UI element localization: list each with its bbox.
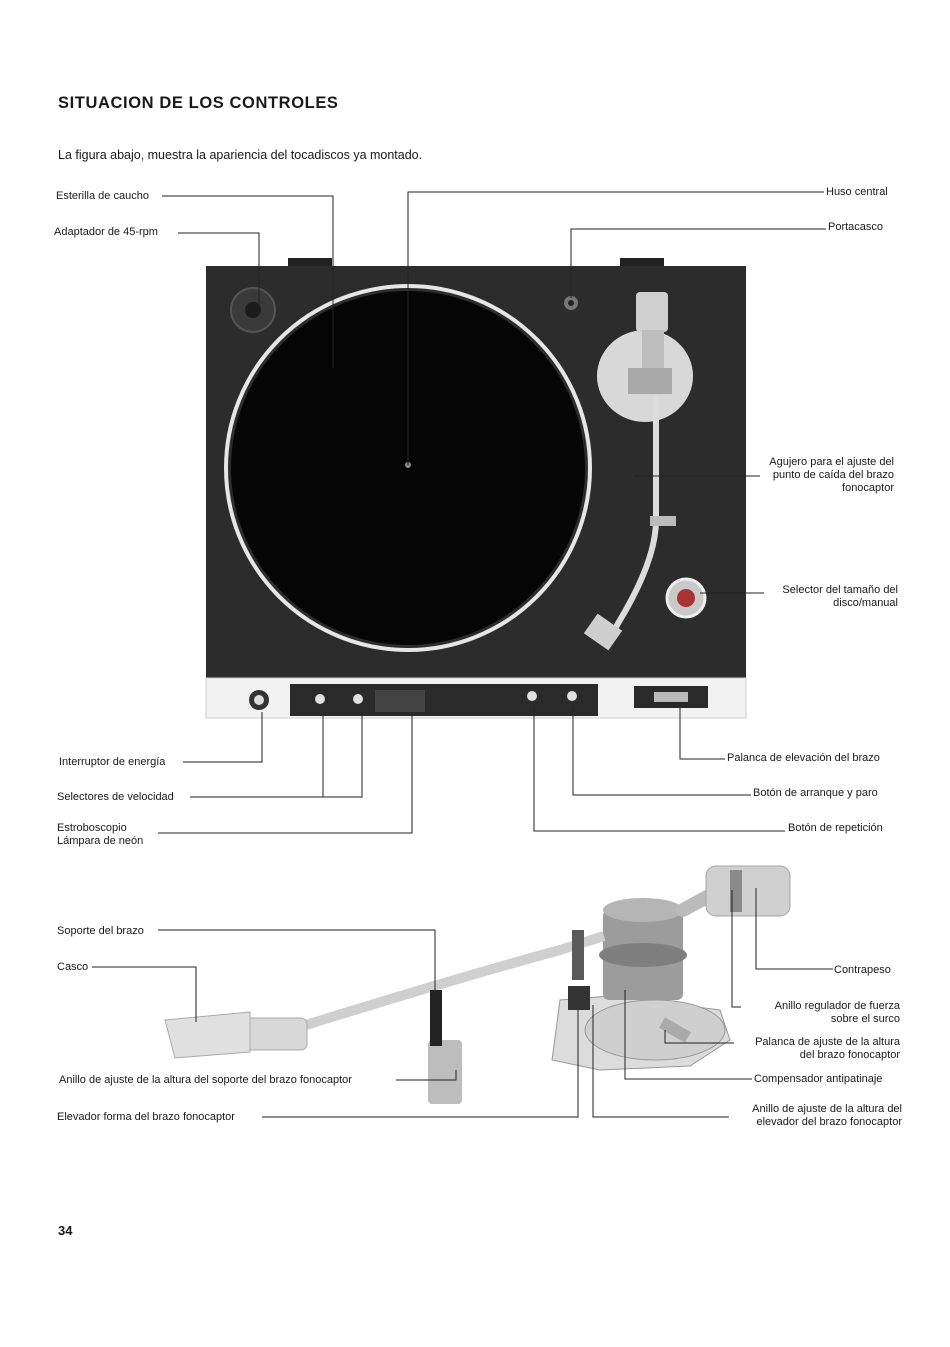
label-agujero-line-2: punto de caída del brazo bbox=[772, 469, 894, 481]
label-estroboscopio-line: Estroboscopio bbox=[57, 822, 127, 834]
label-selector-line-1: Selector del tamaño del bbox=[782, 584, 898, 596]
label-selector-tamano bbox=[782, 584, 898, 610]
label-esterilla-de-caucho: Esterilla de caucho bbox=[56, 190, 149, 202]
label-elevador: Elevador forma del brazo fonocaptor bbox=[57, 1111, 235, 1123]
page-number: 34 bbox=[58, 1223, 73, 1238]
page-title: SITUACION DE LOS CONTROLES bbox=[58, 94, 339, 112]
label-contrapeso: Contrapeso bbox=[834, 964, 891, 976]
label-agujero-line-3: fonocaptor bbox=[842, 482, 894, 494]
label-anillo-fuerza-line-2: sobre el surco bbox=[830, 1013, 900, 1025]
label-anillo-elevador bbox=[752, 1103, 902, 1129]
label-anillo-soporte: Anillo de ajuste de la altura del soporte del brazo fonocaptor bbox=[59, 1074, 352, 1086]
label-boton-repeticion: Botón de repetición bbox=[788, 822, 883, 834]
label-huso-central: Huso central bbox=[826, 186, 888, 198]
tonearm-close-up bbox=[165, 866, 790, 1104]
intro-text: La figura abajo, muestra la apariencia del tocadiscos ya montado. bbox=[58, 148, 423, 162]
label-palanca-altura bbox=[755, 1036, 900, 1062]
label-lampara-neon-line: Lámpara de neón bbox=[57, 835, 144, 847]
label-palanca-altura-line-2: del brazo fonocaptor bbox=[799, 1049, 900, 1061]
label-anillo-elevador-line-1: Anillo de ajuste de la altura del bbox=[752, 1103, 902, 1115]
label-boton-arranque: Botón de arranque y paro bbox=[753, 787, 878, 799]
label-anillo-fuerza bbox=[775, 1000, 900, 1026]
label-interruptor-energia: Interruptor de energía bbox=[59, 756, 166, 768]
label-anillo-fuerza-line-1: Anillo regulador de fuerza bbox=[774, 1000, 900, 1012]
label-adaptador-45-rpm: Adaptador de 45-rpm bbox=[54, 226, 158, 238]
label-anillo-elevador-line-2: elevador del brazo fonocaptor bbox=[756, 1116, 902, 1128]
label-agujero-line-1: Agujero para el ajuste del bbox=[769, 456, 894, 468]
label-agujero-ajuste bbox=[769, 456, 894, 495]
label-portacasco: Portacasco bbox=[828, 221, 884, 233]
label-casco: Casco bbox=[57, 961, 89, 973]
label-selector-line-2: disco/manual bbox=[833, 597, 898, 609]
label-estroboscopio bbox=[57, 822, 143, 848]
turntable-top-view bbox=[206, 258, 746, 718]
label-palanca-altura-line-1: Palanca de ajuste de la altura bbox=[755, 1036, 900, 1048]
label-selectores-velocidad: Selectores de velocidad bbox=[57, 791, 174, 803]
label-compensador: Compensador antipatinaje bbox=[754, 1073, 883, 1085]
label-soporte-brazo: Soporte del brazo bbox=[57, 925, 144, 937]
label-palanca-elevacion: Palanca de elevación del brazo bbox=[727, 752, 880, 764]
